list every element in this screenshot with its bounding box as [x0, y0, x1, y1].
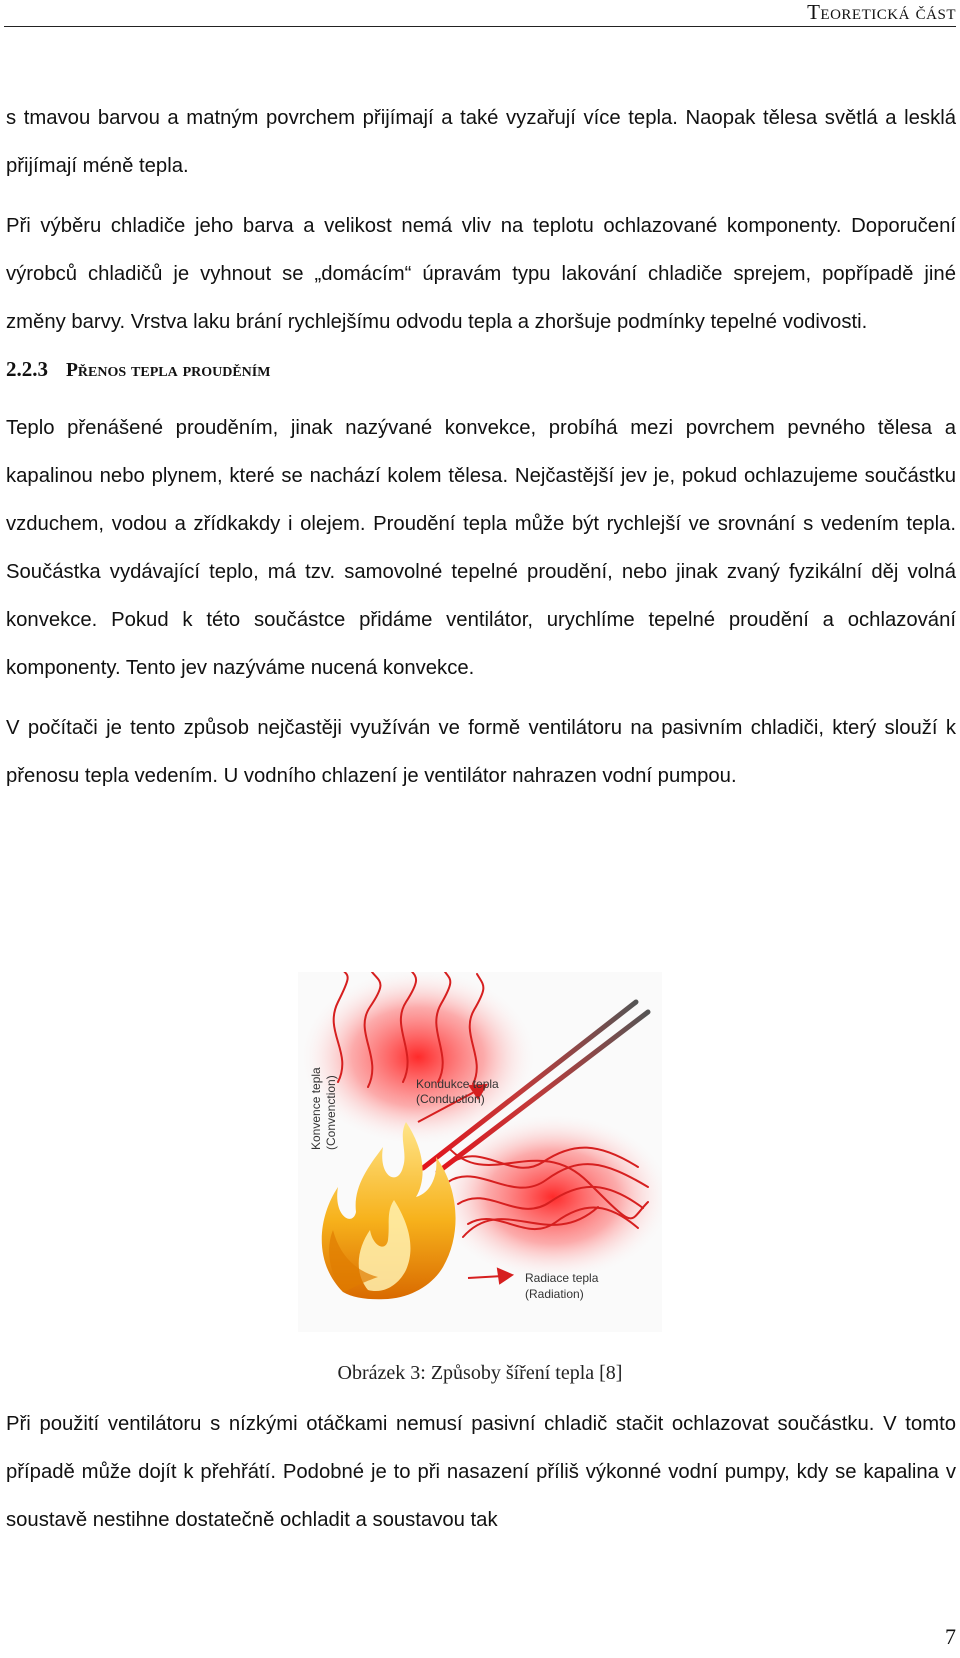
convection-label	[309, 1067, 338, 1150]
convection-label-line1: Konvence tepla	[309, 1067, 323, 1150]
section-title: Přenos tepla prouděním	[66, 360, 271, 381]
paragraph: Při použití ventilátoru s nízkými otáčkami nemusí pasivní chladič stačit ochlazovat součástku. V tomto případě může dojít k přehřátí. Podobné je to při nasazení příliš výkonné vodní pumpy, kdy se kapalina v soustavě nestihne dostatečně ochladit a soustavou tak	[6, 1413, 956, 1531]
section-number: 2.2.3	[6, 357, 48, 381]
convection-label-line2: (Convenction)	[324, 1075, 338, 1150]
conduction-label-line2: (Conduction)	[416, 1092, 485, 1106]
figure-caption: Obrázek 3: Způsoby šíření tepla [8]	[337, 1362, 623, 1384]
page-number: 7	[945, 1624, 956, 1649]
paragraph: V počítači je tento způsob nejčastěji využíván ve formě ventilátoru na pasivním chladiči, který slouží k přenosu tepla vedením. U vodního chlazení je ventilátor nahrazen vodní pumpou.	[6, 717, 956, 787]
continuation-content	[6, 1400, 956, 1544]
radiation-label-line2: (Radiation)	[525, 1287, 584, 1301]
conduction-label-line1: Kondukce tepla	[416, 1077, 499, 1091]
paragraph: s tmavou barvou a matným povrchem přijímají a také vyzařují více tepla. Naopak tělesa světlá a lesklá přijímají méně tepla.	[6, 107, 956, 177]
paragraph: Teplo přenášené prouděním, jinak nazývané konvekce, probíhá mezi povrchem pevného tělesa a kapalinou nebo plynem, které se nachází kolem tělesa. Nejčastější jev je, pokud ochlazujeme součástku vzduchem, vodou a zřídkakdy i olejem. Proudění tepla může být rychlejší ve srovnání s vedením tepla. Součástka vydávající teplo, má tzv. samovolné tepelné proudění, nebo jinak zvaný fyzikální děj volná konvekce. Pokud k této součástce přidáme ventilátor, urychlíme tepelné proudění a ochlazování komponenty. Tento jev nazýváme nucená konvekce.	[6, 417, 956, 679]
section-heading	[6, 346, 956, 404]
main-content	[6, 94, 956, 800]
page-header	[4, 0, 956, 27]
header-title: Teoretická část	[807, 0, 956, 24]
heat-transfer-illustration	[298, 972, 662, 1332]
heat-transfer-figure	[298, 972, 662, 1332]
radiation-label-line1: Radiace tepla	[525, 1271, 599, 1285]
paragraph: Při výběru chladiče jeho barva a velikost nemá vliv na teplotu ochlazované komponenty. Doporučení výrobců chladičů je vyhnout se „domácím“ úpravám typu lakování chladiče sprejem, popřípadě jiné změny barvy. Vrstva laku brání rychlejšímu odvodu tepla a zhoršuje podmínky tepelné vodivosti.	[6, 215, 956, 333]
